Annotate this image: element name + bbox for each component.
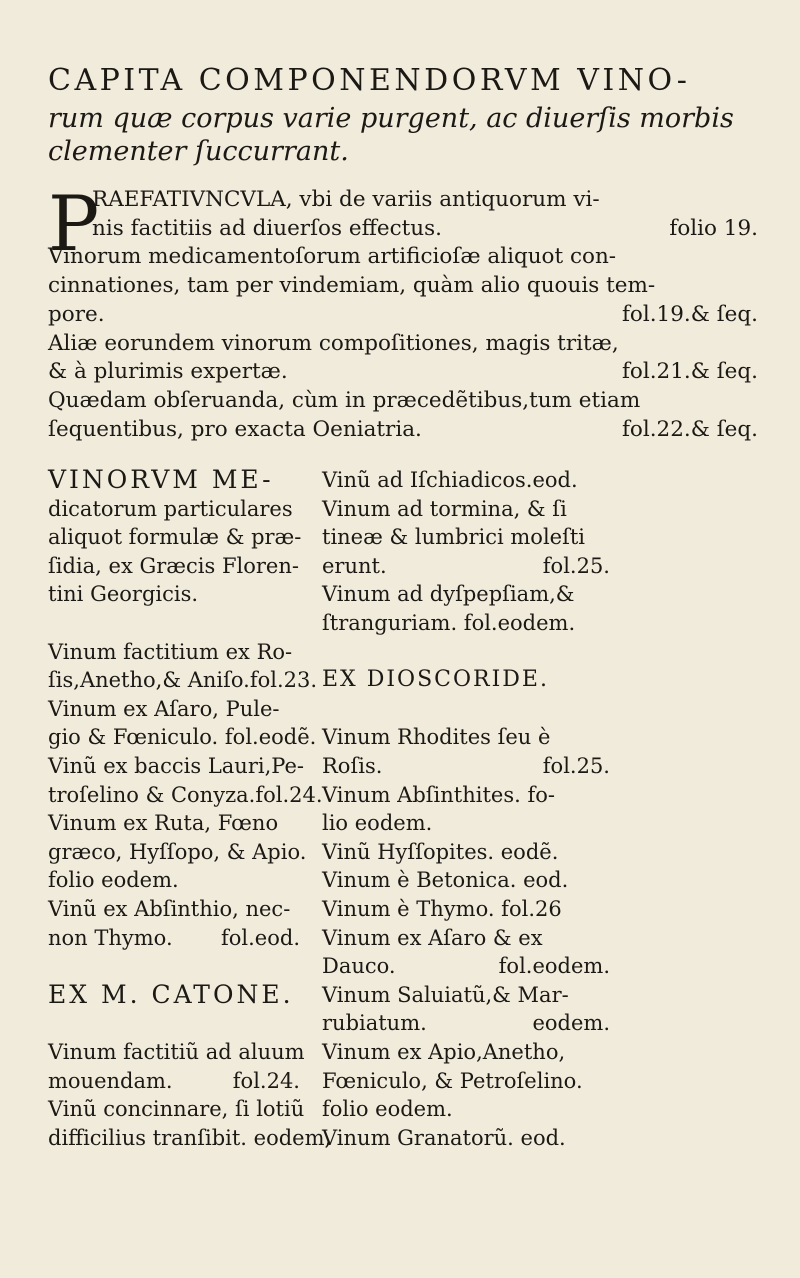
entry-text: folio eodem. xyxy=(48,868,179,893)
entry-text: Vinũ ex Abſinthio, nec- xyxy=(48,897,291,921)
entry-text: mouendam. xyxy=(48,1068,173,1093)
entry-text: ſtranguriam. fol.eodem. xyxy=(322,611,576,635)
right-column-line xyxy=(322,666,610,694)
right-column-line xyxy=(322,981,610,1009)
right-column-line xyxy=(322,1124,610,1152)
left-column-line xyxy=(48,552,300,580)
right-column-line xyxy=(322,523,610,551)
folio-reference: fol.19.& ſeq. xyxy=(621,301,758,327)
entry-text: pore. xyxy=(48,301,105,327)
entry-text: dicatorum particulares xyxy=(48,496,293,521)
entry-text: Quædam obſeruanda, cùm in præcedẽtibus,tum etiam xyxy=(48,387,641,413)
left-column-line xyxy=(48,1009,300,1037)
entry-text: aliquot formulæ & præ- xyxy=(48,525,302,550)
left-column-line xyxy=(48,952,300,980)
entry-text: Vinum factitium ex Ro- xyxy=(48,639,293,664)
entry-text: Vinum Saluiatũ,& Mar- xyxy=(322,982,569,1007)
folio-reference: eodem. xyxy=(532,1011,610,1036)
left-column-line xyxy=(48,523,300,551)
entry-text: Vinum ex Ruta, Fœno xyxy=(48,811,279,836)
entry-text: Vinũ Hyſſopites. eodẽ. xyxy=(322,839,559,864)
preface-line xyxy=(92,215,758,243)
left-column-line xyxy=(48,666,318,694)
right-column-line xyxy=(322,609,610,637)
preface-line xyxy=(48,416,758,444)
folio-reference: fol.24. xyxy=(232,1068,300,1093)
left-column-line xyxy=(48,838,307,866)
folio-reference: folio 19. xyxy=(669,215,758,241)
entry-text: Vinum ad tormina, & ſi xyxy=(322,496,567,521)
preface-line xyxy=(48,272,758,300)
left-column-line xyxy=(48,638,300,666)
folio-reference: fol.eodem. xyxy=(498,954,610,979)
entry-text: & à plurimis expertæ. xyxy=(48,359,288,385)
entry-text: Vinum ex Apio,Anetho, xyxy=(322,1040,566,1064)
entry-text: tineæ & lumbrici moleſti xyxy=(322,525,586,550)
entry-text: Vinum ex Aſaro & ex xyxy=(322,925,543,950)
chapter-subtitle-line-2: clementer ſuccurrant. xyxy=(48,136,349,167)
entry-text: difficilius tranſibit. eodem, xyxy=(48,1125,332,1150)
left-column-line xyxy=(48,1038,305,1066)
preface-line xyxy=(92,186,758,214)
entry-text: Vinum è Betonica. eod. xyxy=(322,868,569,893)
right-column-line xyxy=(322,695,610,723)
entry-text: Vinũ concinnare, ſi lotiũ xyxy=(48,1097,305,1122)
entry-text: EX DIOSCORIDE. xyxy=(322,667,549,693)
right-column-line xyxy=(322,1009,610,1037)
right-column-line xyxy=(322,781,610,809)
entry-text: Roſis. xyxy=(322,754,383,778)
left-column-line xyxy=(48,981,300,1009)
chapter-title: CAPITA COMPONENDORVM VINO- xyxy=(48,63,691,98)
folio-reference: fol.25. xyxy=(542,553,610,578)
left-column-line xyxy=(48,695,300,723)
entry-text: cinnationes, tam per vindemiam, quàm alio quouis tem- xyxy=(48,273,656,299)
entry-text: Vinum Granatorũ. eod. xyxy=(322,1125,566,1150)
entry-text: Aliæ eorundem vinorum compoſitiones, magis tritæ, xyxy=(48,330,619,356)
entry-text: Vinum ex Aſaro, Pule- xyxy=(48,696,280,721)
preface-line xyxy=(48,301,758,329)
entry-text: Vinum Rhodites ſeu è xyxy=(322,725,551,750)
entry-text: nis factitiis ad diuerſos effectus. xyxy=(92,215,442,241)
entry-text: Vinum ad dyſpepſiam,& xyxy=(322,582,575,607)
entry-text: folio eodem. xyxy=(322,1097,453,1122)
left-column-line xyxy=(48,495,300,523)
left-column-line xyxy=(48,781,323,809)
left-column-line xyxy=(48,809,300,837)
right-column-line xyxy=(322,924,610,952)
left-column-line xyxy=(48,1067,300,1095)
right-column-line xyxy=(322,495,610,523)
preface-line xyxy=(48,330,758,358)
folio-reference: fol.25. xyxy=(542,754,610,778)
chapter-subtitle-line-1: rum quæ corpus varie purgent, ac diuerſis morbis xyxy=(48,103,734,134)
entry-text: Vinum è Thymo. fol.26 xyxy=(322,897,562,921)
left-column-line xyxy=(48,752,304,780)
left-column-line xyxy=(48,466,300,494)
left-column-line xyxy=(48,609,300,637)
right-column-line xyxy=(322,752,610,780)
right-column-line xyxy=(322,723,610,751)
folio-reference: fol.22.& ſeq. xyxy=(621,416,758,442)
entry-text: Vinorum medicamentoſorum artificioſæ aliquot con- xyxy=(48,244,617,270)
right-column-line xyxy=(322,1038,610,1066)
entry-text: lio eodem. xyxy=(322,811,433,836)
right-column-line xyxy=(322,580,610,608)
right-column-line xyxy=(322,952,610,980)
preface-line xyxy=(48,358,758,386)
entry-text: Fœniculo, & Petroſelino. xyxy=(322,1068,583,1093)
entry-text: gio & Fœniculo. fol.eodẽ. xyxy=(48,725,317,750)
entry-text: Vinũ ex baccis Lauri,Pe- xyxy=(48,754,304,778)
entry-text: rubiatum. xyxy=(322,1011,427,1036)
folio-reference: fol.21.& ſeq. xyxy=(621,359,758,385)
entry-text: troſelino & Conyza.fol.24. xyxy=(48,782,323,807)
entry-text: erunt. xyxy=(322,553,387,578)
entry-text: EX M. CATONE. xyxy=(48,979,294,1009)
entry-text: Vinum Abſinthites. fo- xyxy=(322,782,555,807)
left-column-line xyxy=(48,924,300,952)
drop-cap: P xyxy=(48,179,100,268)
entry-text: tini Georgicis. xyxy=(48,582,199,607)
left-column-line xyxy=(48,1095,305,1123)
left-column-line xyxy=(48,895,300,923)
right-column-line xyxy=(322,838,610,866)
right-column-line xyxy=(322,466,610,494)
right-column-line xyxy=(322,638,610,666)
entry-text: Vinũ ad Iſchiadicos.eod. xyxy=(322,468,578,492)
right-column-line xyxy=(322,809,610,837)
folio-reference: fol.eod. xyxy=(221,925,300,950)
right-column-line xyxy=(322,552,610,580)
entry-text: ſis,Anetho,& Aniſo.fol.23. xyxy=(48,668,318,693)
preface-line xyxy=(48,243,758,271)
right-column-line xyxy=(322,866,610,894)
entry-text: VINORVM ME- xyxy=(48,465,274,494)
entry-text: non Thymo. xyxy=(48,925,173,950)
left-column-line xyxy=(48,580,300,608)
left-column-line xyxy=(48,866,300,894)
entry-text: græco, Hyſſopo, & Apio. xyxy=(48,839,307,864)
entry-text: Dauco. xyxy=(322,954,396,979)
right-column-line xyxy=(322,1067,610,1095)
left-column-line xyxy=(48,1124,332,1152)
entry-text: RAEFATIVNCVLA, vbi de variis antiquorum vi- xyxy=(92,187,600,212)
right-column-line xyxy=(322,1095,610,1123)
entry-text: ſidia, ex Græcis Floren- xyxy=(48,553,299,578)
preface-line xyxy=(48,387,758,415)
entry-text: Vinum factitiũ ad aluum xyxy=(48,1040,305,1064)
left-column-line xyxy=(48,723,317,751)
entry-text: ſequentibus, pro exacta Oeniatria. xyxy=(48,416,422,442)
right-column-line xyxy=(322,895,610,923)
